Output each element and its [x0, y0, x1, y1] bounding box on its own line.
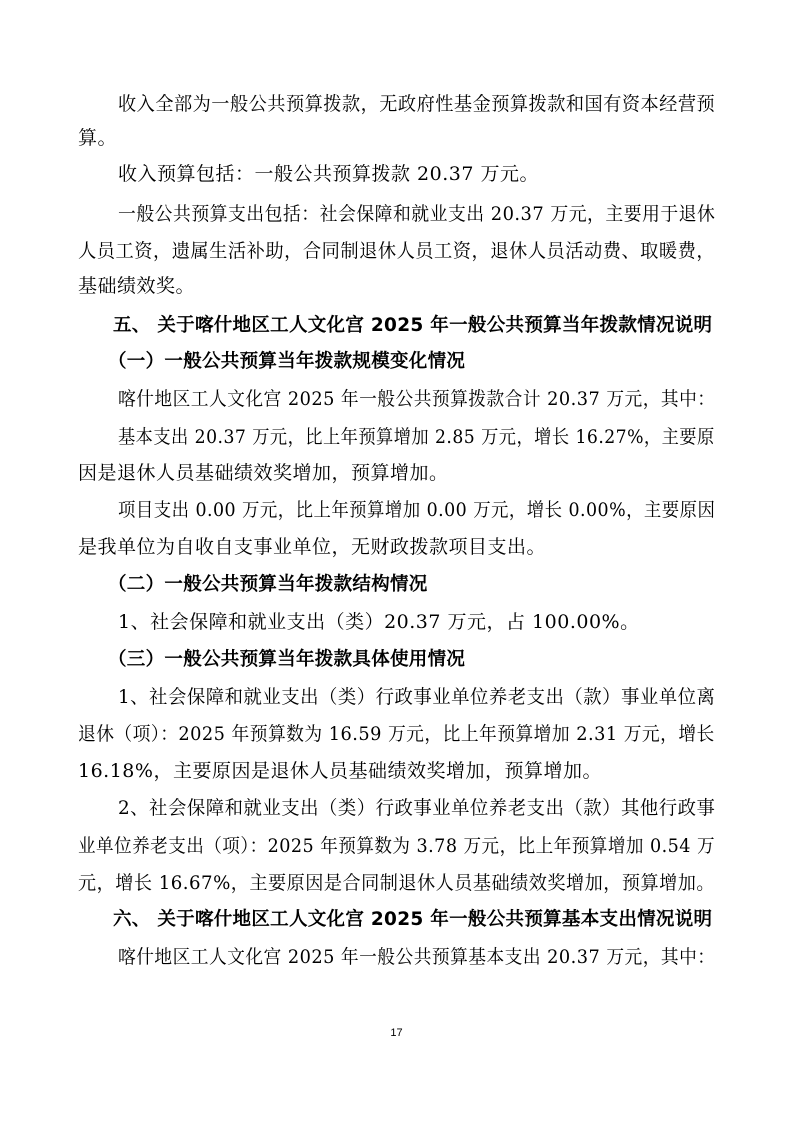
paragraph-line: 基础绩效奖。 [78, 275, 196, 297]
paragraph-line: 退休（项）：2025 年预算数为 16.59 万元，比上年预算增加 2.31 万元，增长 [78, 723, 715, 745]
paragraph-line: 喀什地区工人文化宫 2025 年一般公共预算拨款合计 20.37 万元，其中： [118, 388, 716, 410]
paragraph-line: 元，增长 16.67%，主要原因是合同制退休人员基础绩效奖增加，预算增加。 [78, 872, 715, 894]
section-heading-6: 六、 关于喀什地区工人文化宫 2025 年一般公共预算基本支出情况说明 [113, 909, 713, 930]
paragraph-line: 1、社会保障和就业支出（类）20.37 万元，占 100.00%。 [118, 611, 640, 633]
paragraph-line: 人员工资，遗属生活补助，合同制退休人员工资，退休人员活动费、取暖费， [78, 240, 716, 262]
section-heading-5: 五、 关于喀什地区工人文化宫 2025 年一般公共预算当年拨款情况说明 [113, 315, 713, 336]
paragraph-line: 收入预算包括：一般公共预算拨款 20.37 万元。 [118, 163, 539, 185]
subsection-heading-3: （三）一般公共预算当年拨款具体使用情况 [108, 649, 466, 670]
paragraph-line: 算。 [78, 127, 118, 149]
paragraph-line: 喀什地区工人文化宫 2025 年一般公共预算基本支出 20.37 万元，其中： [118, 946, 716, 968]
paragraph-line: 1、社会保障和就业支出（类）行政事业单位养老支出（款）事业单位离 [118, 686, 716, 708]
subsection-heading-1: （一）一般公共预算当年拨款规模变化情况 [108, 351, 466, 372]
paragraph-line: 是我单位为自收自支事业单位，无财政拨款项目支出。 [78, 536, 547, 558]
paragraph-line: 2、社会保障和就业支出（类）行政事业单位养老支出（款）其他行政事 [118, 797, 716, 819]
paragraph-line: 收入全部为一般公共预算拨款，无政府性基金预算拨款和国有资本经营预 [118, 93, 716, 115]
paragraph-line: 项目支出 0.00 万元，比上年预算增加 0.00 万元，增长 0.00%，主要原因 [118, 499, 716, 521]
page-number: 17 [390, 1027, 403, 1039]
paragraph-line: 业单位养老支出（项）：2025 年预算数为 3.78 万元，比上年预算增加 0.54 万 [78, 835, 716, 857]
paragraph-line: 因是退休人员基础绩效奖增加，预算增加。 [78, 462, 449, 484]
paragraph-line: 一般公共预算支出包括：社会保障和就业支出 20.37 万元，主要用于退休 [118, 203, 716, 225]
paragraph-line: 基本支出 20.37 万元，比上年预算增加 2.85 万元，增长 16.27%，主要原 [118, 426, 715, 448]
subsection-heading-2: （二）一般公共预算当年拨款结构情况 [108, 574, 428, 595]
paragraph-line: 16.18%，主要原因是退休人员基础绩效奖增加，预算增加。 [78, 760, 602, 782]
